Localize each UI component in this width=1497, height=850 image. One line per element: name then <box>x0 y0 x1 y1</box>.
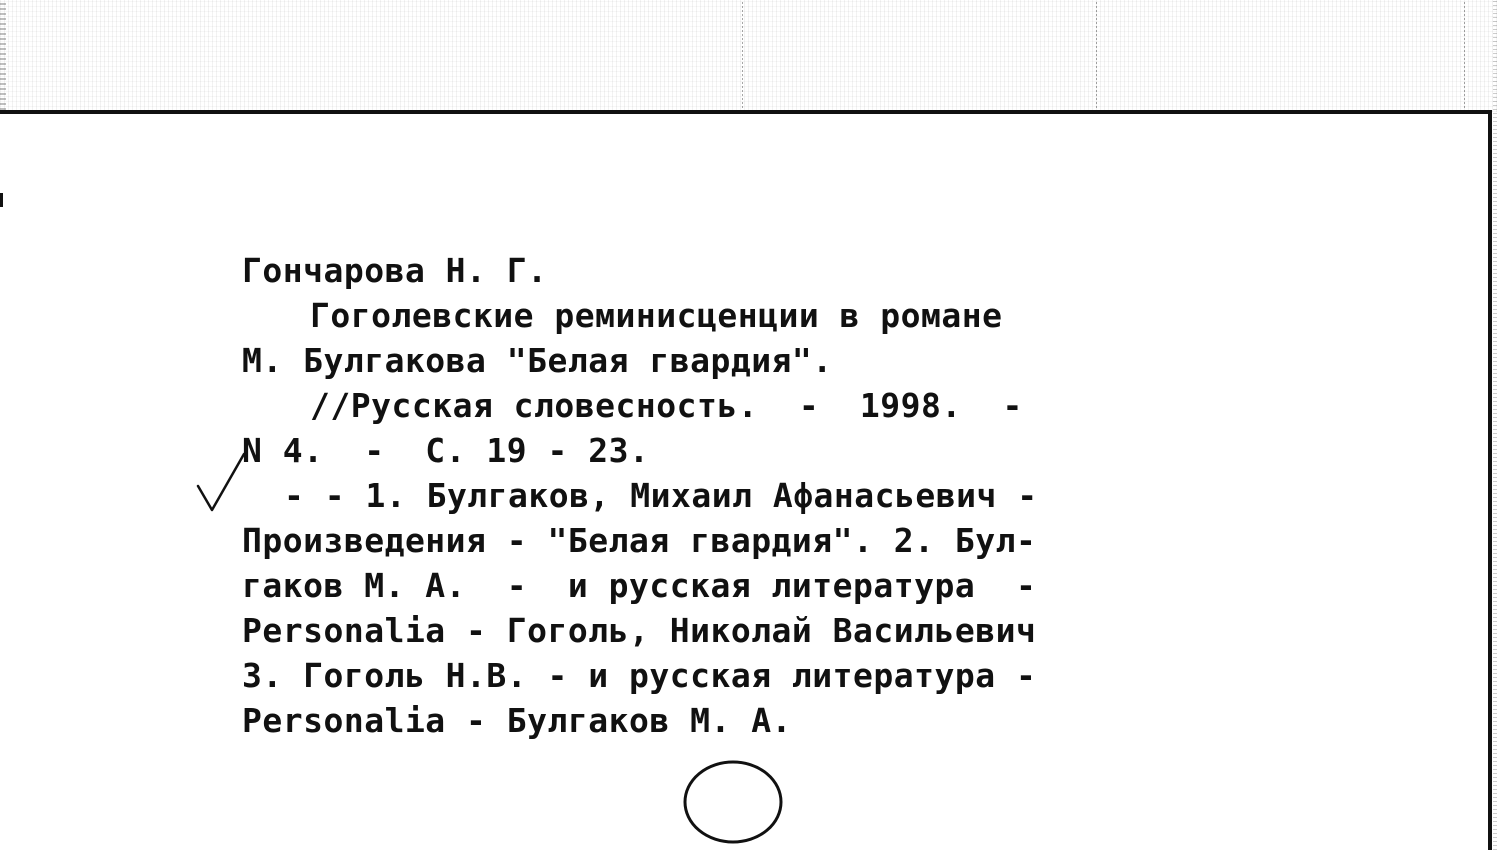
subject-line: гаков М. А. - и русская литература - <box>242 566 1037 605</box>
title-line: М. Булгакова "Белая гвардия". <box>242 341 833 380</box>
bibliographic-entry <box>242 248 1232 743</box>
circle-icon <box>681 758 785 846</box>
scan-noise-column <box>1096 0 1097 108</box>
scan-noise-column <box>742 0 743 108</box>
subject-line: 3. Гоголь Н.В. - и русская литература - <box>242 656 1037 695</box>
title-line: Гоголевские реминисценции в романе <box>310 296 1003 335</box>
scan-noise-column <box>1464 0 1465 108</box>
subject-line: - - 1. Булгаков, Михаил Афанасьевич - <box>284 476 1038 515</box>
subject-line: Произведения - "Белая гвардия". 2. Бул- <box>242 521 1037 560</box>
check-icon <box>196 452 248 514</box>
author-line: Гончарова Н. Г. <box>242 251 548 290</box>
source-line: //Русская словесность. - 1998. - <box>310 386 1023 425</box>
subject-line: Personalia - Гоголь, Николай Васильевич <box>242 611 1037 650</box>
scan-noise-top <box>0 0 1497 112</box>
subject-line: Personalia - Булгаков М. А. <box>242 701 792 740</box>
source-line: N 4. - С. 19 - 23. <box>242 431 650 470</box>
scan-noise-right <box>1493 0 1497 850</box>
card-edge-mark <box>0 193 3 207</box>
